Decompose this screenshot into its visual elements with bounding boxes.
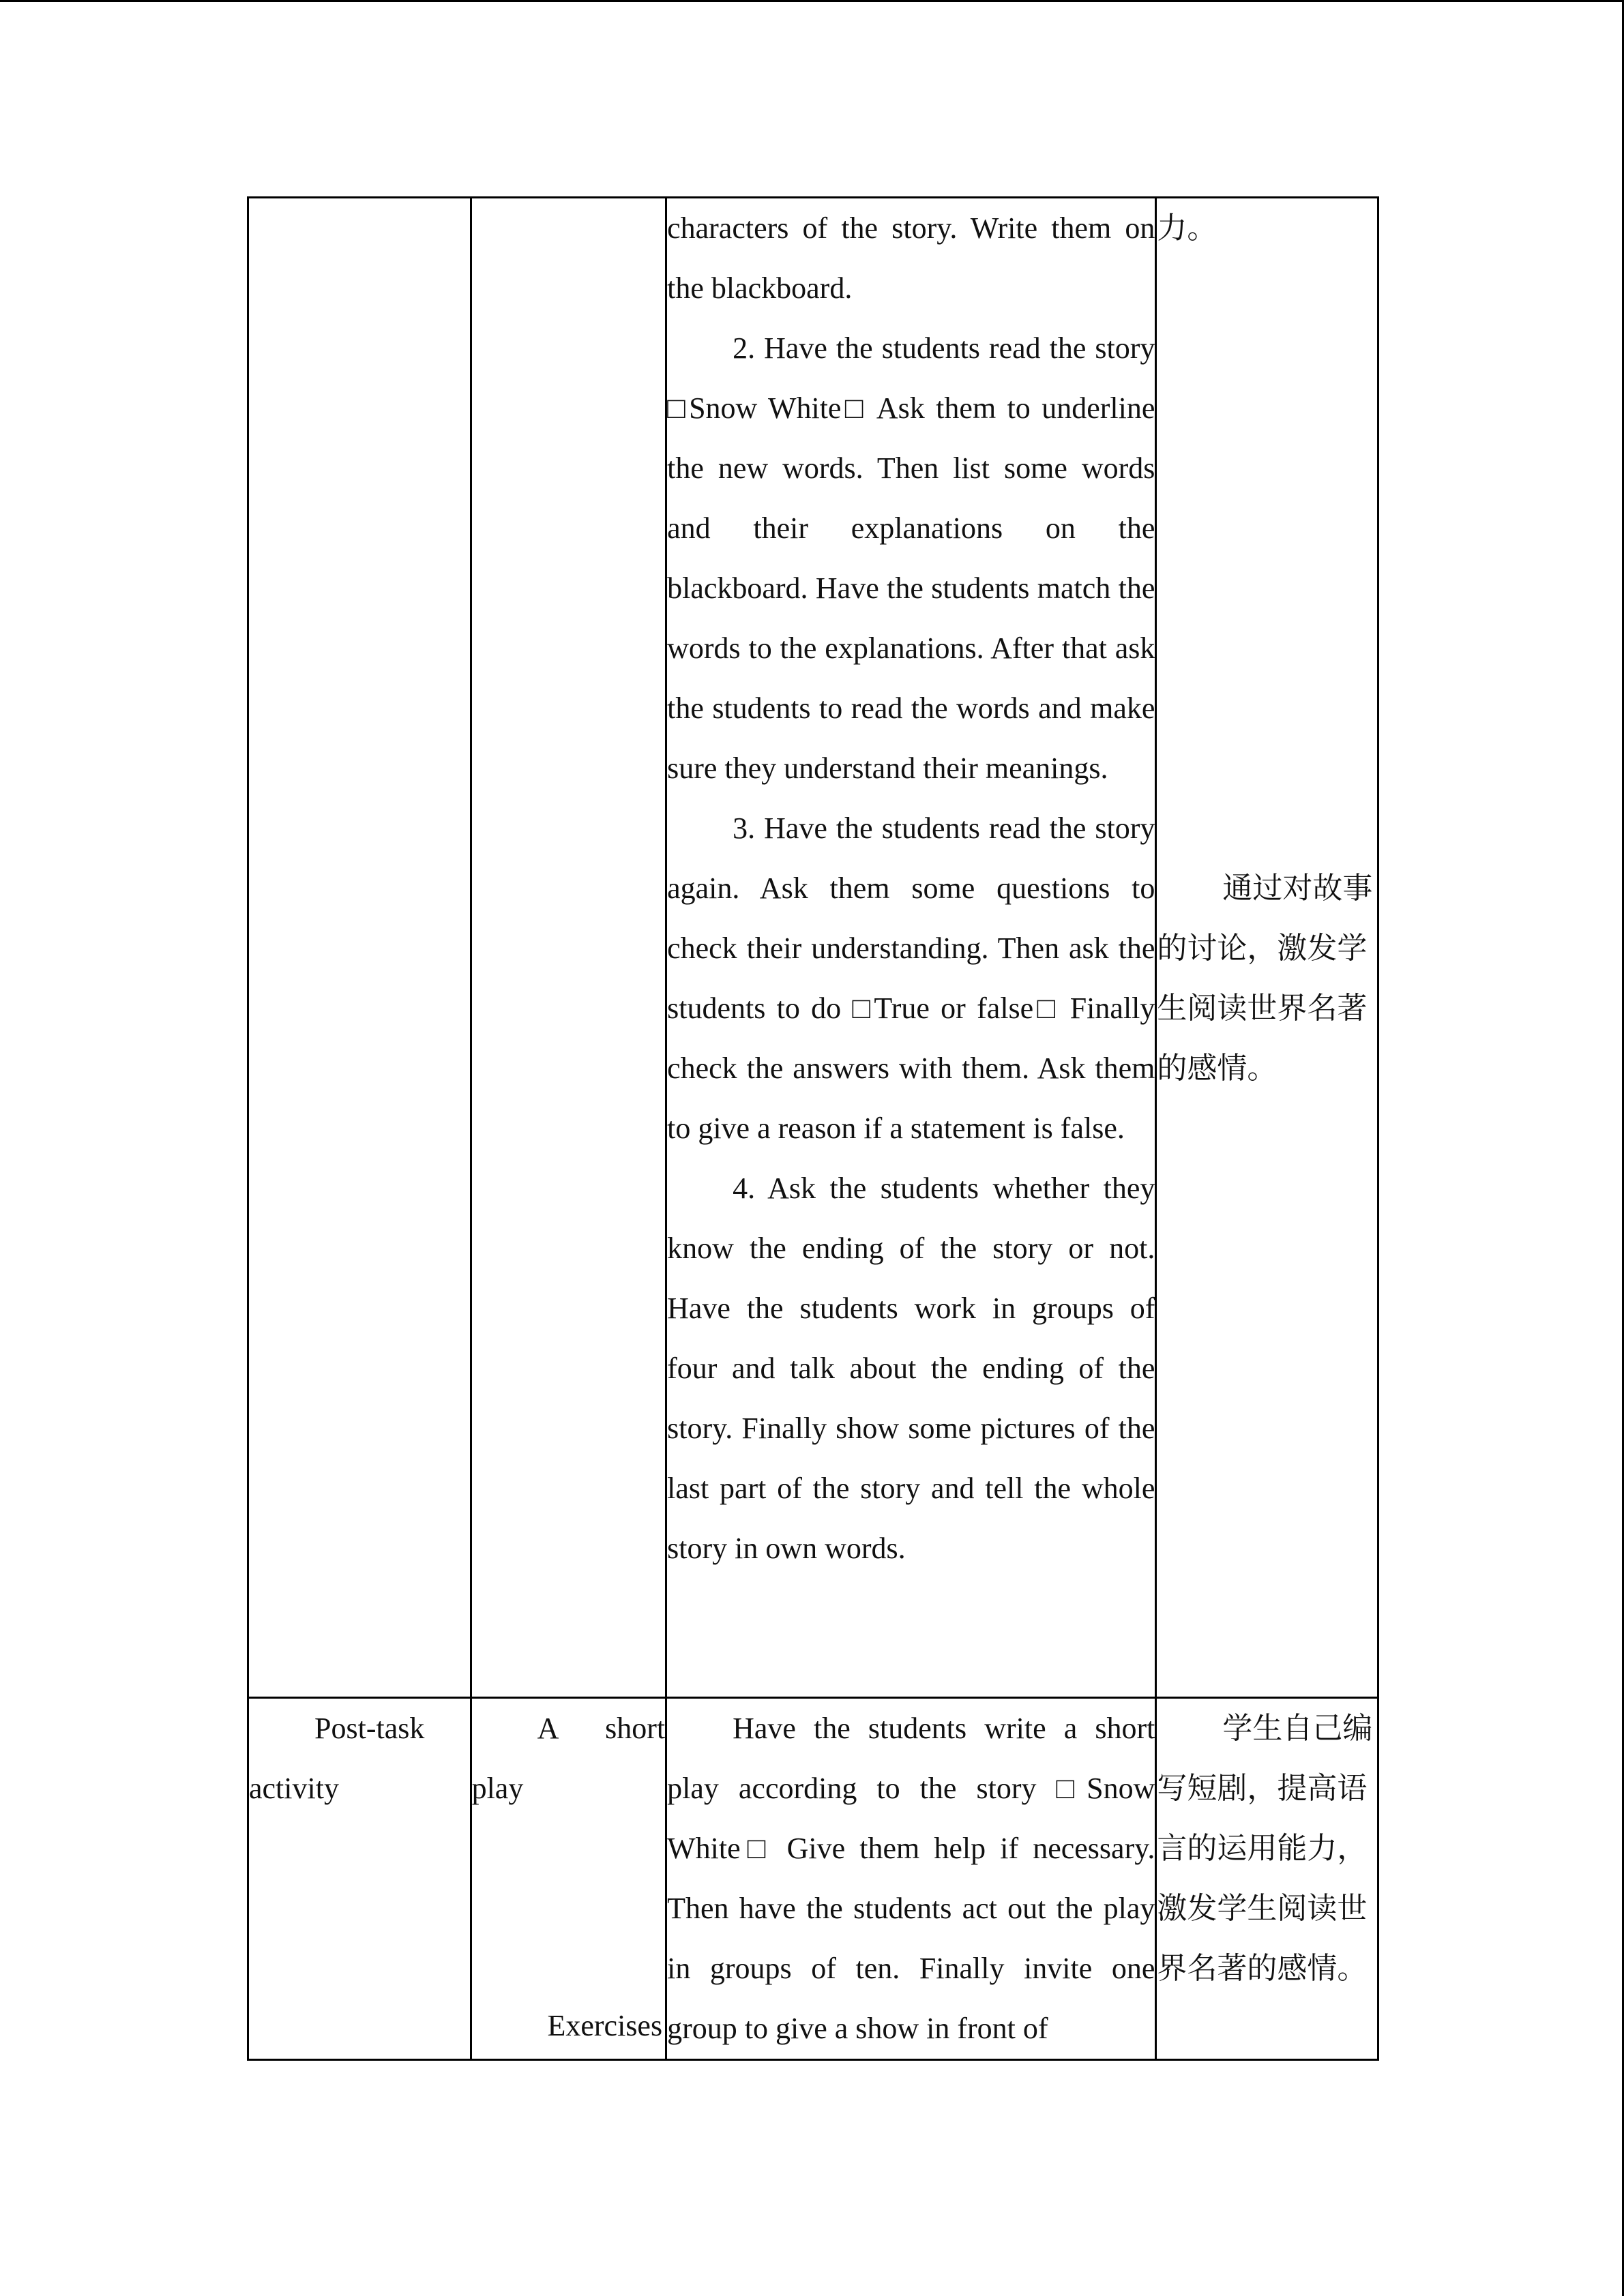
purpose-text: 学生自己编写短剧，提高语言的运用能力，激发学生阅读世界名著的感情。: [1157, 1711, 1373, 1986]
stage-cell: [248, 198, 471, 1698]
page-top-border: [0, 0, 1624, 2]
purpose-continued-text: 力。: [1157, 211, 1217, 245]
purpose-spacer: [1157, 258, 1377, 859]
topic-label: A short play: [471, 1712, 666, 1805]
purpose-cell: [1156, 1698, 1378, 2060]
procedure-step-4: 4. Ask the students whether they know the ending of the story or not. Have the students work in groups of four and talk about the ending of the story. Finally show some pictures of the last part of the story and tell the whole story in own words.: [667, 1172, 1155, 1565]
stage-cell: [248, 1698, 471, 2060]
purpose-text: 通过对故事的讨论，激发学生阅读世界名著的感情。: [1157, 871, 1373, 1086]
topic-cell: [471, 198, 666, 1698]
topic-cell: [471, 1698, 666, 2060]
lesson-plan-table: [247, 196, 1379, 2061]
procedure-step-2: 2. Have the students read the story □Snow White□ Ask them to underline the new words. Then list some words and their explanations on the blackboard. Have the students match the words to the explanations. After that ask the students to read the words and make sure they understand their meanings.: [667, 331, 1155, 785]
table-row: [248, 198, 1378, 1698]
table-row: [248, 1698, 1378, 2060]
procedure-step-3: 3. Have the students read the story again. Ask them some questions to check their understanding. Then ask the students to do □True or false□ Finally check the answers with them. Ask them to give a reason if a statement is false.: [667, 811, 1155, 1145]
procedure-cell: [666, 1698, 1156, 2060]
purpose-cell: [1156, 198, 1378, 1698]
stage-label: Post-task activity: [249, 1712, 425, 1805]
procedure-cell: [666, 198, 1156, 1698]
exercises-label: Exercises: [547, 2009, 663, 2042]
procedure-text: Have the students write a short play according to the story □Snow White□ Give them help if necessary. Then have the students act out the play in groups of ten. Finally invite one group to give a show in front of: [667, 1712, 1155, 2045]
procedure-continued-text: characters of the story. Write them on the blackboard.: [667, 211, 1155, 305]
